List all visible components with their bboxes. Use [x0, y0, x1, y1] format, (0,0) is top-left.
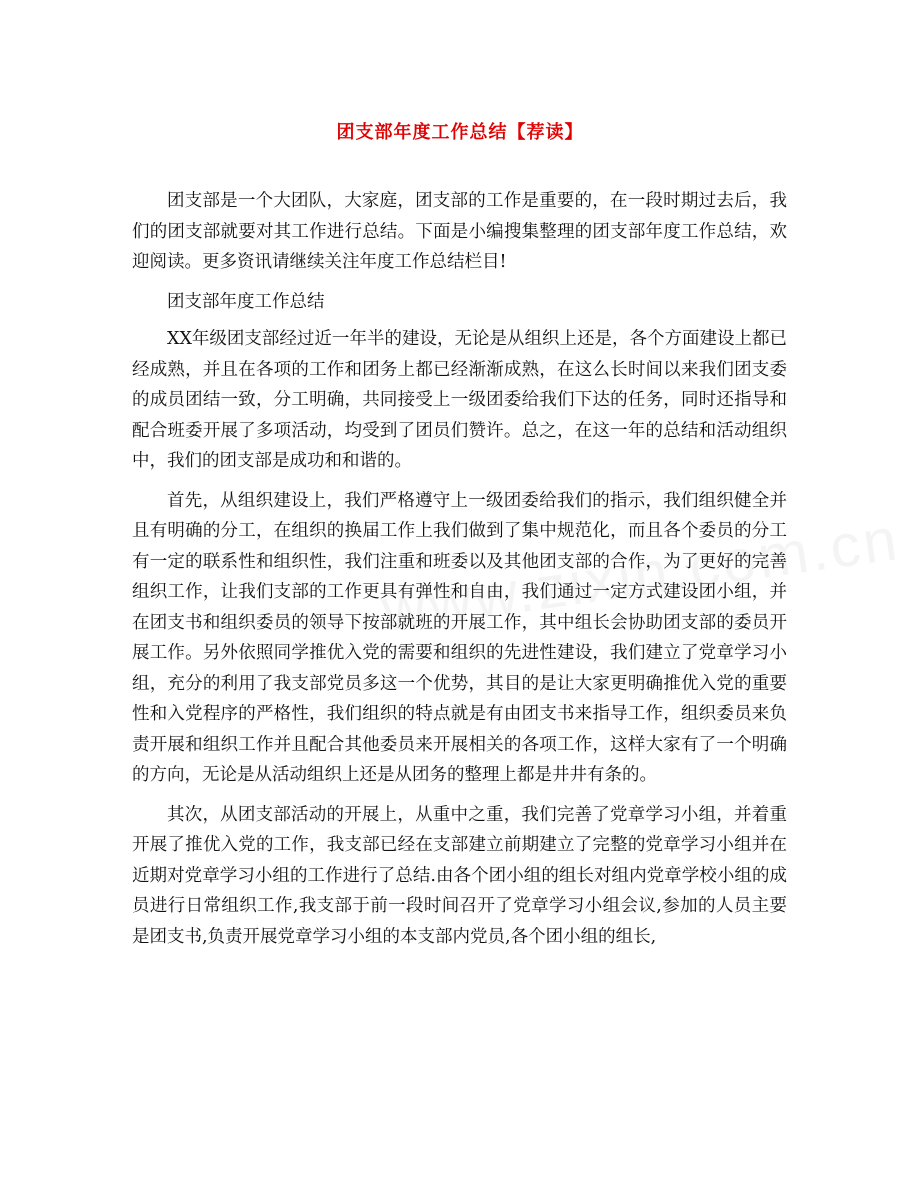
body-paragraph: XX年级团支部经过近一年半的建设，无论是从组织上还是，各个方面建设上都已经成熟，并且在各项的工作和团务上都已经渐渐成熟，在这么长时间以来我们团支委的成员团结一致，分工明确，共同接受上一级团委给我们下达的任务，同时还指导和配合班委开展了多项活动，均受到了团员们赞许。总之，在这一年的总结和活动组织中，我们的团支部是成功和和谐的。: [132, 329, 787, 471]
document-title: 团支部年度工作总结【荐读】: [336, 122, 584, 143]
body-paragraph: 首先，从组织建设上，我们严格遵守上一级团委给我们的指示，我们组织健全并且有明确的分工，在组织的换届工作上我们做到了集中规范化，而且各个委员的分工有一定的联系性和组织性，我们注重和班委以及其他团支部的合作，为了更好的完善组织工作，让我们支部的工作更具有弹性和自由，我们通过一定方式建设团小组，并在团支书和组织委员的领导下按部就班的开展工作，其中组长会协助团支部的委员开展工作。另外依照同学推优入党的需要和组织的先进性建设，我们建立了党章学习小组，充分的利用了我支部党员多这一个优势，其目的是让大家更明确推优入党的重要性和入党程序的严格性，我们组织的特点就是有由团支书来指导工作，组织委员来负责开展和组织工作并且配合其他委员来开展相关的各项工作，这样大家有了一个明确的方向，无论是从活动组织上还是从团务的整理上都是井井有条的。: [132, 490, 787, 785]
intro-paragraph: 团支部是一个大团队，大家庭，团支部的工作是重要的，在一段时期过去后，我们的团支部就要对其工作进行总结。下面是小编搜集整理的团支部年度工作总结，欢迎阅读。更多资讯请继续关注年度工作总结栏目!: [132, 191, 787, 272]
section-heading: 团支部年度工作总结: [167, 291, 325, 312]
document-body: [132, 186, 787, 961]
body-paragraph: 其次，从团支部活动的开展上，从重中之重，我们完善了党章学习小组，并着重开展了推优入党的工作，我支部已经在支部建立前期建立了完整的党章学习小组并在近期对党章学习小组的工作进行了总结.由各个团小组的组长对组内党章学校小组的成员进行日常组织工作,我支部于前一段时间召开了党章学习小组会议,参加的人员主要是团支书,负责开展党章学习小组的本支部内党员,各个团小组的组长,: [132, 804, 787, 947]
